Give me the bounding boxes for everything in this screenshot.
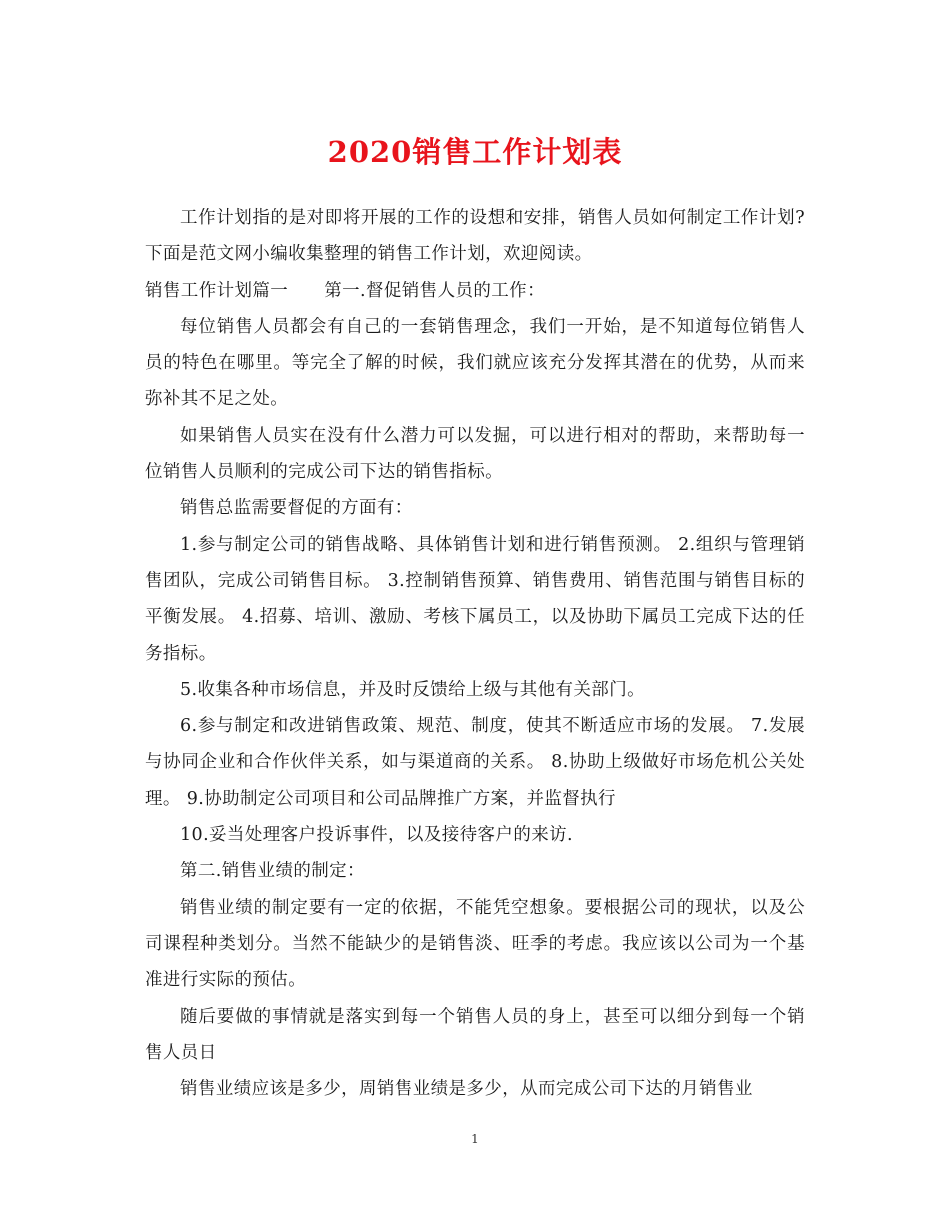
paragraph-duties-1-4: 1.参与制定公司的销售战略、具体销售计划和进行销售预测。 2.组织与管理销售团队，完成公司销售目标。 3.控制销售预算、销售费用、销售范围与销售目标的平衡发展。 4.招募、培训、激励、考核下属员工，以及协助下属员工完成下达的任务指标。 bbox=[145, 534, 805, 664]
section-first-heading: 第一.督促销售人员的工作： bbox=[324, 280, 545, 301]
paragraph-section-heading bbox=[145, 273, 805, 309]
paragraph-section-two-heading: 第二.销售业绩的制定： bbox=[180, 861, 365, 882]
page-number: 1 bbox=[471, 1132, 479, 1146]
document-body bbox=[145, 200, 805, 1107]
paragraph-assign-targets: 随后要做的事情就是落实到每一个销售人员的身上，甚至可以细分到每一个销售人员日 bbox=[145, 1006, 805, 1063]
paragraph-intro: 工作计划指的是对即将开展的工作的设想和安排，销售人员如何制定工作计划?下面是范文网小编收集整理的销售工作计划，欢迎阅读。 bbox=[145, 208, 805, 265]
paragraph-duties-6-9: 6.参与制定和改进销售政策、规范、制度，使其不断适应市场的发展。 7.发展与协同企业和合作伙伴关系，如与渠道商的关系。 8.协助上级做好市场危机公关处理。 9.协助制定公司项目和公司品牌推广方案，并监督执行 bbox=[145, 716, 805, 809]
paragraph-performance-basis: 销售业绩的制定要有一定的依据，不能凭空想象。要根据公司的现状，以及公司课程种类划分。当然不能缺少的是销售淡、旺季的考虑。我应该以公司为一个基准进行实际的预估。 bbox=[145, 897, 805, 991]
paragraph-duty-5: 5.收集各种市场信息，并及时反馈给上级与其他有关部门。 bbox=[180, 679, 645, 700]
paragraph-sales-philosophy: 每位销售人员都会有自己的一套销售理念，我们一开始，是不知道每位销售人员的特色在哪里。等完全了解的时候，我们就应该充分发挥其潜在的优势，从而来弥补其不足之处。 bbox=[145, 316, 805, 410]
paragraph-supervision-intro: 销售总监需要督促的方面有： bbox=[180, 498, 413, 519]
paragraph-monthly-targets: 销售业绩应该是多少，周销售业绩是多少，从而完成公司下达的月销售业 bbox=[180, 1079, 753, 1100]
document-title: 2020销售工作计划表 bbox=[327, 135, 623, 169]
paragraph-help-staff: 如果销售人员实在没有什么潜力可以发掘，可以进行相对的帮助，来帮助每一位销售人员顺利的完成公司下达的销售指标。 bbox=[145, 425, 805, 483]
section-label: 销售工作计划篇一 bbox=[145, 280, 289, 301]
paragraph-duty-10: 10.妥当处理客户投诉事件，以及接待客户的来访. bbox=[180, 825, 573, 846]
